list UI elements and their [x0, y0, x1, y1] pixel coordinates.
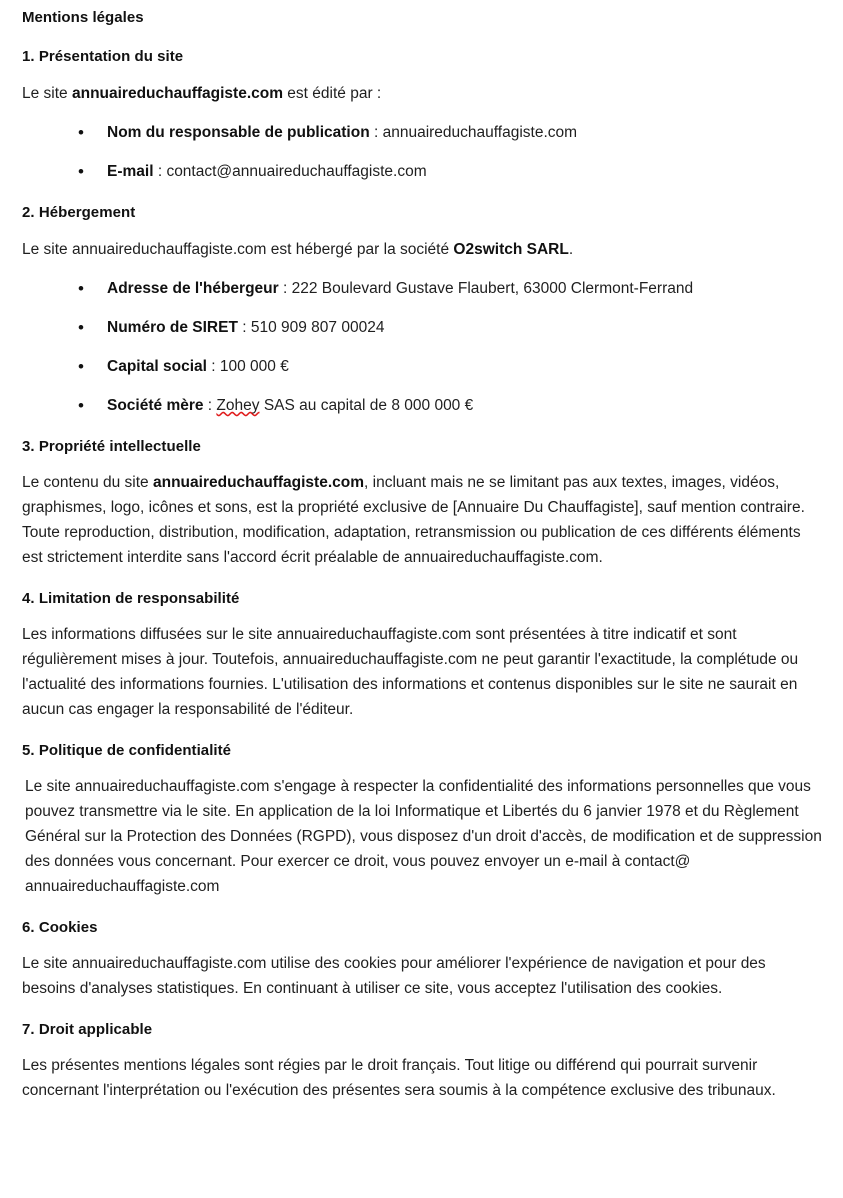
list-item-label: Société mère — [107, 397, 204, 414]
section-heading-cookies: 6. Cookies — [22, 919, 98, 936]
body-suffix: , incluant mais ne se limitant pas aux textes, images, vidéos, graphismes, logo, icônes et sons, est la propriété exclusive de [Annuaire Du Chauffagiste], sauf mention contraire. Toute reproduction, distribution, modification, adaptation, retransmission ou publication de ces différents éléments est strictement interdite sans l'accord écrit préalable de annuaireduchauffagiste.com. — [22, 474, 805, 566]
section-2-intro — [22, 237, 822, 262]
list-item — [22, 354, 823, 379]
section-heading-hebergement: 2. Hébergement — [22, 204, 136, 221]
page-title: Mentions légales — [22, 9, 144, 26]
list-item — [22, 315, 823, 340]
list-item-separator: : — [203, 397, 217, 414]
section-heading-propriete: 3. Propriété intellectuelle — [22, 438, 201, 455]
list-item-label: Capital social — [107, 358, 207, 375]
list-item-value: annuaireduchauffagiste.com — [382, 124, 578, 141]
intro-suffix: . — [568, 241, 574, 258]
section-heading-presentation: 1. Présentation du site — [22, 48, 184, 65]
bullet-icon: • — [78, 357, 84, 376]
list-item-label: E-mail — [107, 163, 154, 180]
bullet-icon: • — [78, 162, 84, 181]
list-item-value: 100 000 € — [219, 358, 289, 375]
bullet-icon: • — [78, 318, 84, 337]
host-name-strong: O2switch SARL — [453, 241, 569, 258]
list-item — [22, 276, 823, 301]
site-name-strong: annuaireduchauffagiste.com — [153, 474, 365, 491]
list-item-label: Numéro de SIRET — [107, 319, 238, 336]
section-1-intro — [22, 81, 822, 106]
list-item-separator: : — [153, 163, 167, 180]
list-item-separator: : — [206, 358, 220, 375]
body-prefix: Le contenu du site — [22, 474, 153, 491]
list-item-value: 222 Boulevard Gustave Flaubert, 63000 Clermont-Ferrand — [291, 280, 694, 297]
section-7-body: Les présentes mentions légales sont régies par le droit français. Tout litige ou différend qui pourrait survenir concernant l'interprétation ou l'exécution des présentes sera soumis à la compétence exclusive des tribunaux. — [22, 1057, 776, 1099]
list-item — [22, 159, 823, 184]
section-heading-limitation: 4. Limitation de responsabilité — [22, 590, 240, 607]
list-item — [22, 393, 823, 418]
list-item-value: SAS au capital de 8 000 000 € — [259, 397, 474, 414]
misspelled-word: Zohey — [216, 397, 260, 414]
section-5-body: Le site annuaireduchauffagiste.com s'engage à respecter la confidentialité des informations personnelles que vous pouvez transmettre via le site. En application de la loi Informatique et Libertés du 6 janvier 1978 et du Règlement Général sur la Protection des Données (RGPD), vous disposez d'un droit d'accès, de modification et de suppression des données vous concernant. Pour exercer ce droit, vous pouvez envoyer un e-mail à contact@ annuaireduchauffagiste.com — [25, 778, 822, 895]
intro-prefix: Le site — [22, 85, 72, 102]
list-item-label: Nom du responsable de publication — [107, 124, 370, 141]
site-name-strong: annuaireduchauffagiste.com — [71, 85, 283, 102]
intro-prefix: Le site annuaireduchauffagiste.com est hébergé par la société — [22, 241, 454, 258]
list-item — [22, 120, 823, 145]
bullet-icon: • — [78, 279, 84, 298]
section-heading-droit-applicable: 7. Droit applicable — [22, 1021, 153, 1038]
bullet-icon: • — [78, 396, 84, 415]
section-1-bullet-list — [22, 120, 823, 184]
section-3-body — [22, 470, 822, 570]
list-item-separator: : — [278, 280, 292, 297]
bullet-icon: • — [78, 123, 84, 142]
list-item-label: Adresse de l'hébergeur — [107, 280, 279, 297]
section-heading-confidentialite: 5. Politique de confidentialité — [22, 742, 232, 759]
section-6-body: Le site annuaireduchauffagiste.com utilise des cookies pour améliorer l'expérience de navigation et pour des besoins d'analyses statistiques. En continuant à utiliser ce site, vous acceptez l'utilisation des cookies. — [22, 955, 766, 997]
list-item-value: contact@annuaireduchauffagiste.com — [166, 163, 427, 180]
section-2-bullet-list — [22, 276, 823, 418]
intro-suffix: est édité par : — [283, 85, 382, 102]
list-item-separator: : — [237, 319, 251, 336]
list-item-separator: : — [369, 124, 383, 141]
section-4-body: Les informations diffusées sur le site annuaireduchauffagiste.com sont présentées à titre indicatif et sont régulièrement mises à jour. Toutefois, annuaireduchauffagiste.com ne peut garantir l'exactitude, la complétude ou l'actualité des informations fournies. L'utilisation des informations et contenus disponibles sur le site ne saurait en aucun cas engager la responsabilité de l'éditeur. — [22, 626, 799, 718]
list-item-value: 510 909 807 00024 — [250, 319, 385, 336]
